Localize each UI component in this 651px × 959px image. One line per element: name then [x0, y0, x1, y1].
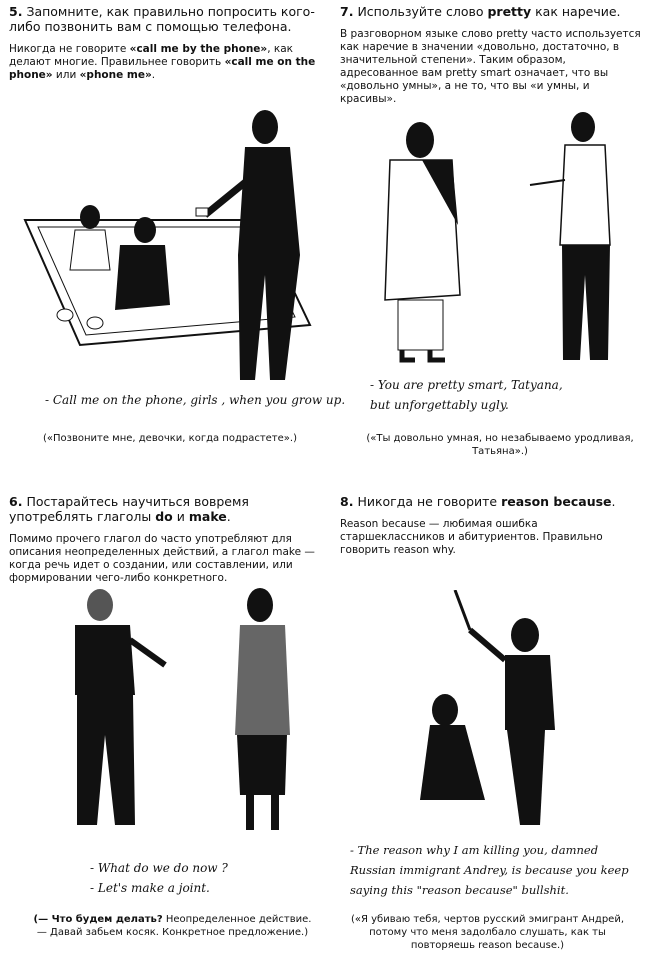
section-body: В разговорном языке слово pretty часто используется как наречие в значении «довольно, достаточно, в значительной степени». Таким образом, адресованное вам pretty smart означает, что вы «довольно умны», а не то, что вы «и умны, и красивы».: [340, 28, 641, 105]
section-title: 5. Запомните, как правильно попросить кого-либо позвонить вам с помощью телефона.: [9, 4, 315, 34]
illustration-sandbox: [20, 105, 325, 385]
section-body: Помимо прочего глагол do часто употребляют для описания неопределенных действий, а глагол make — когда речь идет о создании, или составлении, или формировании чего-либо конкретного.: [9, 533, 315, 584]
speech-text: - The reason why I am killing you, damned Russian immigrant Andrey, is because you keep saying this "reason because" bullshit.: [350, 843, 629, 897]
speech-text: - You are pretty smart, Tatyana, but unforgettably ugly.: [370, 378, 563, 412]
caption: (— Что будем делать? Неопределенное действие. — Давай забьем косяк. Конкретное предложение.): [33, 914, 312, 938]
section-body: Reason because — любимая ошибка старшеклассников и абитуриентов. Правильно говорить reason why.: [340, 518, 603, 556]
caption: («Я убиваю тебя, чертов русский эмигрант Андрей, потому что меня задолбало слушать, как ты повторяешь reason because.): [350, 914, 625, 951]
speech-text: - Call me on the phone, girls , when you grow up.: [45, 393, 346, 407]
section-6: [9, 494, 327, 585]
caption: («Ты довольно умная, но незабываемо уродливая, Татьяна».): [366, 433, 634, 457]
illustration-reason: [415, 590, 565, 840]
caption: («Позвоните мне, девочки, когда подрастете».): [43, 433, 297, 444]
section-title: 7. Используйте слово pretty как наречие.: [340, 4, 621, 19]
section-7: [340, 4, 645, 106]
section-8: [340, 494, 645, 557]
illustration-do-make: [55, 585, 305, 845]
section-5: [9, 4, 327, 82]
illustration-pretty: [380, 105, 640, 375]
section-body: Никогда не говорите «call me by the phone», как делают многие. Правильнее говорить «call me on the phone» или «phone me».: [9, 43, 316, 81]
section-title: 8. Никогда не говорите reason because.: [340, 494, 616, 509]
section-title: 6. Постарайтесь научиться вовремя употреблять глаголы do и make.: [9, 494, 249, 524]
speech-text: - What do we do now ? - Let's make a joint.: [90, 861, 228, 895]
